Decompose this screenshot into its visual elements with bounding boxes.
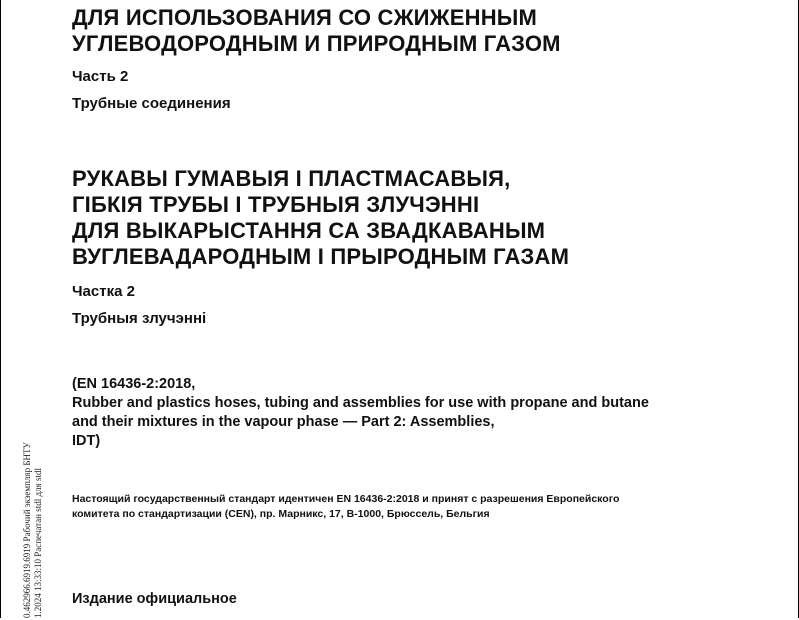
by-title-line: ГІБКІЯ ТРУБЫ І ТРУБНЫЯ ЗЛУЧЭННІ xyxy=(72,192,480,217)
en-reference-line: and their mixtures in the vapour phase — Part 2: Assemblies, xyxy=(72,414,495,430)
by-title-line: ДЛЯ ВЫКАРЫСТАННЯ СА ЗВАДКАВАНЫМ xyxy=(72,218,546,243)
ru-subtitle: Трубные соединения xyxy=(72,95,231,112)
en-reference xyxy=(72,375,649,451)
by-title-line: ВУГЛЕВАДАРОДНЫМ І ПРЫРОДНЫМ ГАЗАМ xyxy=(72,244,570,269)
ru-part-label: Часть 2 xyxy=(72,68,129,85)
en-reference-line: Rubber and plastics hoses, tubing and assemblies for use with propane and butane xyxy=(72,395,649,411)
edition-label: Издание официальное xyxy=(72,591,237,607)
identity-note-line: комитета по стандартизации (CEN), пр. Марникс, 17, B-1000, Брюссель, Бельгия xyxy=(72,508,490,520)
by-title-line: РУКАВЫ ГУМАВЫЯ І ПЛАСТМАСАВЫЯ, xyxy=(72,166,511,191)
side-stamp xyxy=(22,442,44,618)
by-subtitle: Трубныя злучэнні xyxy=(72,310,207,327)
side-stamp-line: 0.462966.6919.6919 Рабочий экземпляр БНТУ xyxy=(22,442,32,618)
side-stamp-line: 1.2024 13:33:10 Распечатан stdl для stdl xyxy=(33,468,43,618)
en-reference-line: IDT) xyxy=(72,433,101,449)
by-title xyxy=(72,166,569,270)
ru-title-line: УГЛЕВОДОРОДНЫМ И ПРИРОДНЫМ ГАЗОМ xyxy=(72,31,561,56)
identity-note-line: Настоящий государственный стандарт идентичен EN 16436-2:2018 и принят с разрешения Европейского xyxy=(72,493,620,505)
identity-note xyxy=(72,492,619,522)
en-reference-line: (EN 16436-2:2018, xyxy=(72,376,196,392)
ru-title xyxy=(72,5,561,57)
by-part-label: Частка 2 xyxy=(72,283,135,300)
ru-title-line: ДЛЯ ИСПОЛЬЗОВАНИЯ СО СЖИЖЕННЫМ xyxy=(72,5,538,30)
